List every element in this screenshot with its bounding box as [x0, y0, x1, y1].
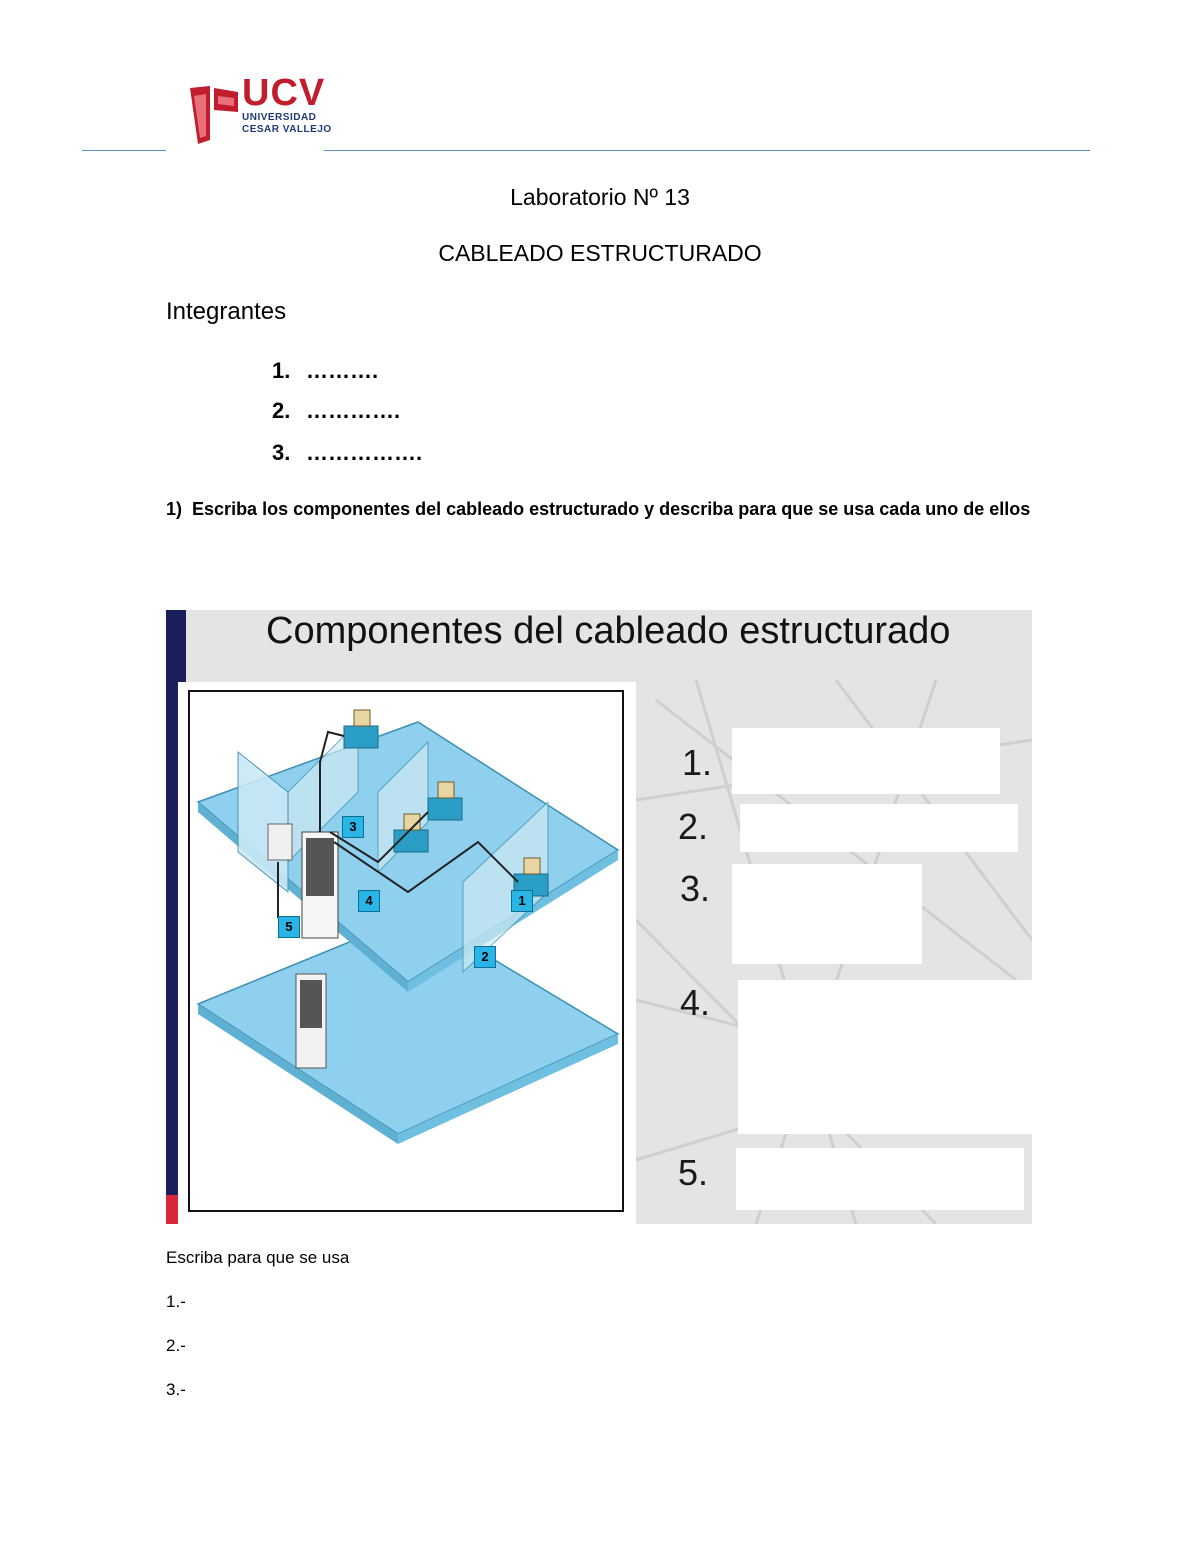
member-item [272, 440, 422, 466]
answers-heading: Escriba para que se usa [166, 1248, 350, 1267]
component-answer-box-5[interactable] [736, 1148, 1024, 1210]
member-item [272, 398, 400, 424]
figure-title: Componentes del cableado estructurado [266, 610, 951, 652]
logo-line-university: UNIVERSIDAD [242, 112, 317, 123]
component-number-3: 3. [680, 868, 711, 909]
component-answer-box-3[interactable] [732, 864, 922, 964]
page-title: Laboratorio Nº 13 [510, 184, 690, 210]
ucv-logo [182, 74, 342, 150]
question-text: Escriba los componentes del cableado estructurado y describa para que se usa cada uno de ellos [192, 499, 1031, 519]
building-illustration [178, 682, 636, 1224]
member-value: ……………. [306, 440, 423, 465]
cabling-diagram [178, 682, 636, 1224]
answer-line-1: 1.- [166, 1292, 186, 1311]
member-number: 3. [272, 440, 291, 465]
logo-wordmark: UCV [242, 72, 326, 114]
header-rule-left [82, 150, 166, 151]
answer-line-3: 3.- [166, 1380, 186, 1399]
component-number-1: 1. [682, 742, 713, 783]
member-value: …………. [306, 398, 401, 423]
diagram-tag: 4 [358, 890, 380, 912]
answer-line-2: 2.- [166, 1336, 186, 1355]
question-number: 1) [166, 499, 183, 519]
member-number: 2. [272, 398, 291, 423]
question-1 [166, 494, 1046, 524]
diagram-tag: 2 [474, 946, 496, 968]
component-number-5: 5. [678, 1152, 709, 1193]
member-number: 1. [272, 358, 291, 383]
component-number-4: 4. [680, 982, 711, 1023]
ucv-shield-icon [188, 82, 240, 146]
diagram-tag: 5 [278, 916, 300, 938]
member-item [272, 358, 378, 384]
member-value: ………. [306, 358, 379, 383]
integrantes-heading: Integrantes [166, 298, 287, 325]
page-subtitle: CABLEADO ESTRUCTURADO [438, 240, 762, 266]
diagram-tag: 1 [511, 890, 533, 912]
component-number-2: 2. [678, 806, 709, 847]
component-answer-box-2[interactable] [740, 804, 1018, 852]
header-rule-right [324, 150, 1090, 151]
logo-line-name: CESAR VALLEJO [242, 124, 332, 135]
components-figure [166, 610, 1032, 1224]
component-answer-box-1[interactable] [732, 728, 1000, 794]
diagram-tag: 3 [342, 816, 364, 838]
component-answer-box-4[interactable] [738, 980, 1032, 1134]
